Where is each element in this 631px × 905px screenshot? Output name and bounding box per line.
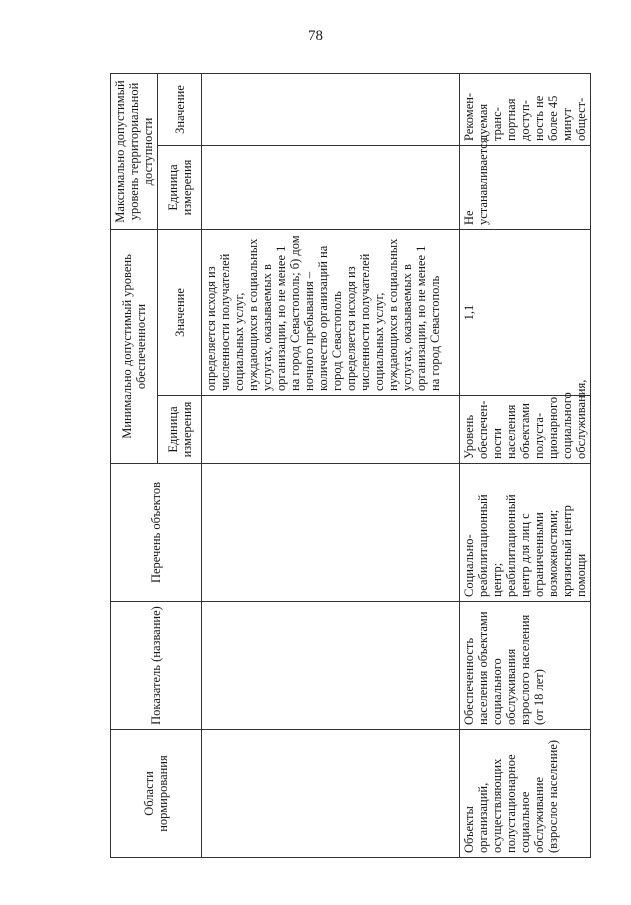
header-indicator: Показатель (название) bbox=[111, 602, 202, 730]
row2-objects: Социально-реабилитационный центр; реабилитационный центр для лиц с ограниченными возможностями; кризисный центр помощи bbox=[460, 464, 591, 602]
row1-min-unit bbox=[202, 396, 460, 464]
row1-indicator bbox=[202, 602, 460, 730]
header-min-unit: Единица измерения bbox=[158, 396, 202, 464]
header-row-1 bbox=[111, 73, 158, 857]
row2-indicator: Обеспеченность населения объектами социального обслуживания взрослого населения (от 18 лет) bbox=[460, 602, 591, 730]
row2-max-value: Рекомен-дуемая транс-портная доступ-ность не более 45 минут общест- bbox=[460, 73, 591, 145]
row2-min-value: 1,1 bbox=[460, 230, 591, 396]
row2-max-unit: Не устанавливается bbox=[460, 146, 591, 230]
header-objects: Перечень объектов bbox=[111, 464, 202, 602]
row1-area bbox=[202, 730, 460, 858]
header-max-value: Значение bbox=[158, 73, 202, 145]
table-row bbox=[202, 73, 460, 857]
row2-area: Объекты организаций, осуществляющих полустационарное социальное обслуживание (взрослое население) bbox=[460, 730, 591, 858]
table-row bbox=[460, 73, 591, 857]
row1-objects bbox=[202, 464, 460, 602]
page-number: 78 bbox=[308, 28, 323, 44]
row1-max-unit bbox=[202, 146, 460, 230]
header-min-level: Минимально допустимый уровень обеспеченности bbox=[111, 230, 158, 464]
row1-max-value bbox=[202, 73, 460, 145]
header-max-level: Максимально допустимый уровень территориальной доступности bbox=[111, 73, 158, 229]
header-max-unit: Единица измерения bbox=[158, 146, 202, 230]
header-min-value: Значение bbox=[158, 230, 202, 396]
norms-table bbox=[110, 73, 591, 858]
row1-min-value: определяется исходя из численности получателей социальных услуг, нуждающихся в социальных услугах, оказываемых в организации, но не менее 1 на город Севастополь; б) дом ночного пребывания – количество организаций на город Севастополь определяется исходя из численности получателей социальных услуг, нуждающихся в социальных услугах, оказываемых в организации, но не менее 1 на город Севастополь bbox=[202, 230, 460, 396]
header-area: Области нормирования bbox=[111, 730, 202, 858]
row2-min-unit: Уровень обеспечен-ности населения объектами полуста-ционарного социального обслуживания, bbox=[460, 396, 591, 464]
table-container bbox=[110, 74, 588, 858]
